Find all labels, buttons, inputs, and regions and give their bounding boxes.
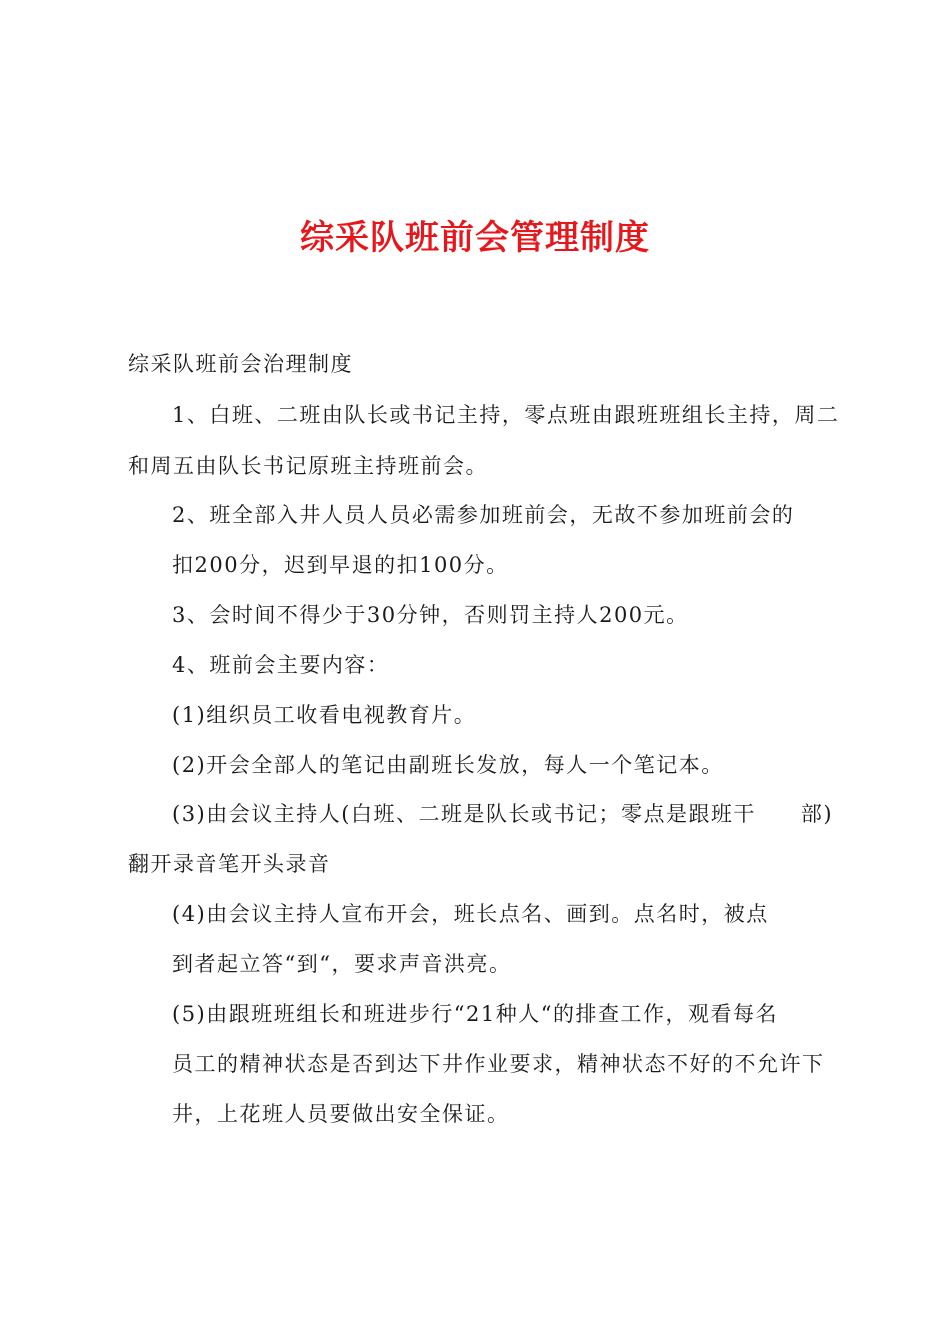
paragraph-line: 3、会时间不得少于30分钟，否则罚主持人200元。 — [172, 603, 689, 627]
list-item: (3)由会议主持人(白班、二班是队长或书记；零点是跟班干 部) — [172, 802, 834, 826]
list-item-continuation: 员工的精神状态是否到达下井作业要求，精神状态不好的不允许下 — [172, 1052, 825, 1076]
list-item-continuation: 到者起立答“到“，要求声音洪亮。 — [172, 952, 512, 976]
paragraph-line: 1、白班、二班由队长或书记主持，零点班由跟班班组长主持，周二 — [172, 403, 840, 427]
paragraph-line: 扣200分，迟到早退的扣100分。 — [172, 553, 509, 577]
list-item: (2)开会全部人的笔记由副班长发放，每人一个笔记本。 — [172, 753, 724, 777]
document-title: 综采队班前会管理制度 — [300, 218, 650, 258]
list-item: (4)由会议主持人宣布开会，班长点名、画到。点名时，被点 — [172, 902, 769, 926]
paragraph-line: 2、班全部入井人员人员必需参加班前会，无故不参加班前会的 — [172, 503, 795, 527]
document-subtitle: 综采队班前会治理制度 — [128, 352, 353, 376]
list-item-continuation: 井，上花班人员要做出安全保证。 — [172, 1102, 510, 1126]
list-item-continuation: 翻开录音笔开头录音 — [128, 852, 331, 876]
list-item: (5)由跟班班组长和班进步行“21种人“的排查工作，观看每名 — [172, 1002, 778, 1026]
paragraph-line: 和周五由队长书记原班主持班前会。 — [128, 454, 488, 478]
paragraph-line: 4、班前会主要内容： — [172, 653, 390, 677]
list-item: (1)组织员工收看电视教育片。 — [172, 703, 477, 727]
